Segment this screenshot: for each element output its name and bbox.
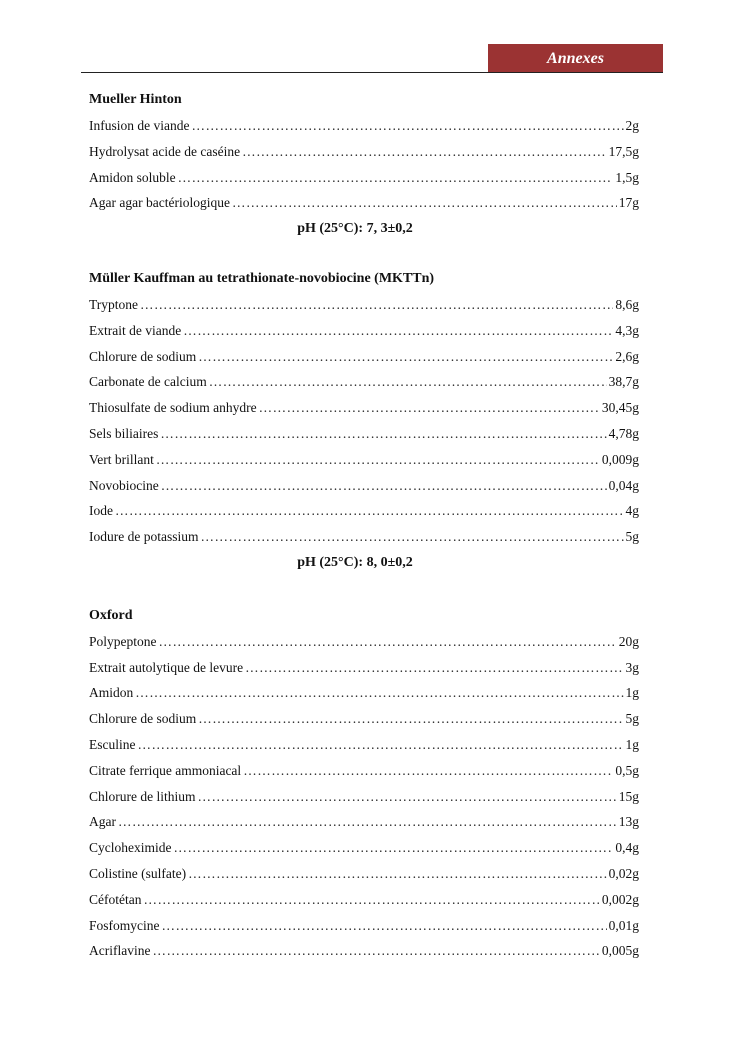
header-rule xyxy=(81,72,663,73)
dot-leader xyxy=(197,786,616,808)
ingredient-amount: 0,002g xyxy=(601,891,639,907)
ingredient-row xyxy=(89,167,639,193)
ingredient-row xyxy=(89,294,639,320)
ingredient-name: Cycloheximide xyxy=(89,840,172,856)
ingredient-name: Vert brillant xyxy=(89,451,154,467)
ingredient-row xyxy=(89,837,639,863)
ingredient-amount: 2g xyxy=(625,118,639,133)
dot-leader xyxy=(183,320,613,342)
ingredient-name: Amidon xyxy=(89,685,134,701)
ingredient-row xyxy=(89,889,639,915)
ingredient-amount: 3g xyxy=(625,659,639,675)
dot-leader xyxy=(138,734,624,756)
ingredient-row xyxy=(89,631,639,657)
ingredient-row xyxy=(89,449,639,475)
ingredient-amount: 4,78g xyxy=(608,425,639,441)
ingredient-name: Amidon soluble xyxy=(89,169,176,185)
ingredient-name: Acriflavine xyxy=(89,943,151,959)
ingredient-amount: 4,3g xyxy=(615,322,639,338)
dot-leader xyxy=(191,115,623,137)
ingredient-amount: 2,6g xyxy=(615,348,639,364)
section-title: Mueller Hinton xyxy=(89,92,182,107)
ingredient-name: Céfotétan xyxy=(89,891,142,907)
dot-leader xyxy=(242,141,607,163)
ingredient-name: Agar xyxy=(89,814,116,830)
ingredient-row xyxy=(89,526,639,552)
ingredient-amount: 4g xyxy=(625,503,639,519)
dot-leader xyxy=(161,475,607,497)
ingredient-amount: 13g xyxy=(618,814,639,830)
document-body xyxy=(89,89,639,966)
dot-leader xyxy=(188,863,607,885)
ingredient-amount: 5g xyxy=(625,711,639,727)
ingredient-row xyxy=(89,734,639,760)
ingredient-name: Chlorure de sodium xyxy=(89,711,197,727)
ingredient-name: Extrait de viande xyxy=(89,322,182,338)
ingredient-amount: 17g xyxy=(618,195,639,211)
ingredient-name: Polypeptone xyxy=(89,633,157,649)
ingredient-amount: 30,45g xyxy=(601,400,639,416)
ingredient-row xyxy=(89,682,639,708)
ingredient-row xyxy=(89,475,639,501)
ingredient-amount: 0,02g xyxy=(608,865,639,881)
ingredient-amount: 0,01g xyxy=(608,917,639,933)
section-oxford xyxy=(89,605,639,966)
ingredient-name: Extrait autolytique de levure xyxy=(89,659,244,675)
dot-leader xyxy=(143,889,599,911)
ingredient-amount: 5g xyxy=(625,529,639,545)
dot-leader xyxy=(178,167,614,189)
ingredient-name: Chlorure de sodium xyxy=(89,348,197,364)
ingredient-row xyxy=(89,708,639,734)
ingredient-name: Novobiocine xyxy=(89,477,159,493)
ingredient-row xyxy=(89,371,639,397)
ingredient-row xyxy=(89,760,639,786)
dot-leader xyxy=(152,940,599,962)
dot-leader xyxy=(135,682,623,704)
dot-leader xyxy=(232,192,617,214)
ingredient-row xyxy=(89,115,639,141)
ingredient-amount: 8,6g xyxy=(615,296,639,312)
ingredient-amount: 17,5g xyxy=(608,143,639,159)
ingredient-row xyxy=(89,915,639,941)
ingredient-row xyxy=(89,423,639,449)
ingredient-name: Citrate ferrique ammoniacal xyxy=(89,762,242,778)
dot-leader xyxy=(162,915,607,937)
dot-leader xyxy=(140,294,613,316)
dot-leader xyxy=(259,397,600,419)
dot-leader xyxy=(159,631,617,653)
ingredient-name: Agar agar bactériologique xyxy=(89,195,230,211)
ingredient-name: Fosfomycine xyxy=(89,917,160,933)
ingredient-amount: 1g xyxy=(625,736,639,752)
ingredient-name: Esculine xyxy=(89,736,136,752)
ingredient-row xyxy=(89,320,639,346)
ingredient-amount: 1g xyxy=(625,685,639,701)
section-mueller-hinton xyxy=(89,89,639,244)
ingredient-row xyxy=(89,346,639,372)
dot-leader xyxy=(115,500,624,522)
ingredient-row xyxy=(89,141,639,167)
ingredient-row xyxy=(89,500,639,526)
ingredient-amount: 38,7g xyxy=(608,374,639,390)
ph-value: pH (25°C): 8, 0±0,2 xyxy=(297,554,413,570)
ingredient-amount: 0,04g xyxy=(608,477,639,493)
section-mkttn xyxy=(89,268,639,578)
ingredient-amount: 15g xyxy=(618,788,639,804)
dot-leader xyxy=(173,837,613,859)
ingredient-name: Hydrolysat acide de caséine xyxy=(89,143,241,159)
ingredient-name: Infusion de viande xyxy=(89,118,190,133)
section-spacer xyxy=(89,244,639,268)
dot-leader xyxy=(160,423,606,445)
ingredient-name: Colistine (sulfate) xyxy=(89,865,187,881)
ingredient-amount: 20g xyxy=(618,633,639,649)
ingredient-name: Iode xyxy=(89,503,113,519)
ph-value: pH (25°C): 7, 3±0,2 xyxy=(297,221,413,237)
dot-leader xyxy=(156,449,600,471)
ingredient-name: Thiosulfate de sodium anhydre xyxy=(89,400,257,416)
ingredient-row xyxy=(89,811,639,837)
section-title: Oxford xyxy=(89,607,133,623)
ingredient-amount: 0,5g xyxy=(615,762,639,778)
dot-leader xyxy=(243,760,613,782)
dot-leader xyxy=(245,657,623,679)
dot-leader xyxy=(198,346,613,368)
ingredient-name: Tryptone xyxy=(89,296,139,312)
section-spacer xyxy=(89,578,639,605)
ingredient-row xyxy=(89,192,639,218)
annexes-header-tab: Annexes xyxy=(488,44,663,73)
ingredient-name: Sels biliaires xyxy=(89,425,159,441)
ingredient-amount: 0,009g xyxy=(601,451,639,467)
dot-leader xyxy=(209,371,607,393)
dot-leader xyxy=(118,811,617,833)
dot-leader xyxy=(198,708,623,730)
ingredient-amount: 0,005g xyxy=(601,943,639,959)
ingredient-row xyxy=(89,863,639,889)
ingredient-row xyxy=(89,940,639,966)
ingredient-amount: 1,5g xyxy=(615,169,639,185)
ingredient-row xyxy=(89,786,639,812)
ingredient-row xyxy=(89,397,639,423)
ingredient-name: Carbonate de calcium xyxy=(89,374,207,390)
ingredient-name: Chlorure de lithium xyxy=(89,788,196,804)
ingredient-name: Iodure de potassium xyxy=(89,529,199,545)
ingredient-amount: 0,4g xyxy=(615,840,639,856)
section-title: Müller Kauffman au tetrathionate-novobiocine (MKTTn) xyxy=(89,270,435,286)
ingredient-row xyxy=(89,657,639,683)
dot-leader xyxy=(200,526,623,548)
